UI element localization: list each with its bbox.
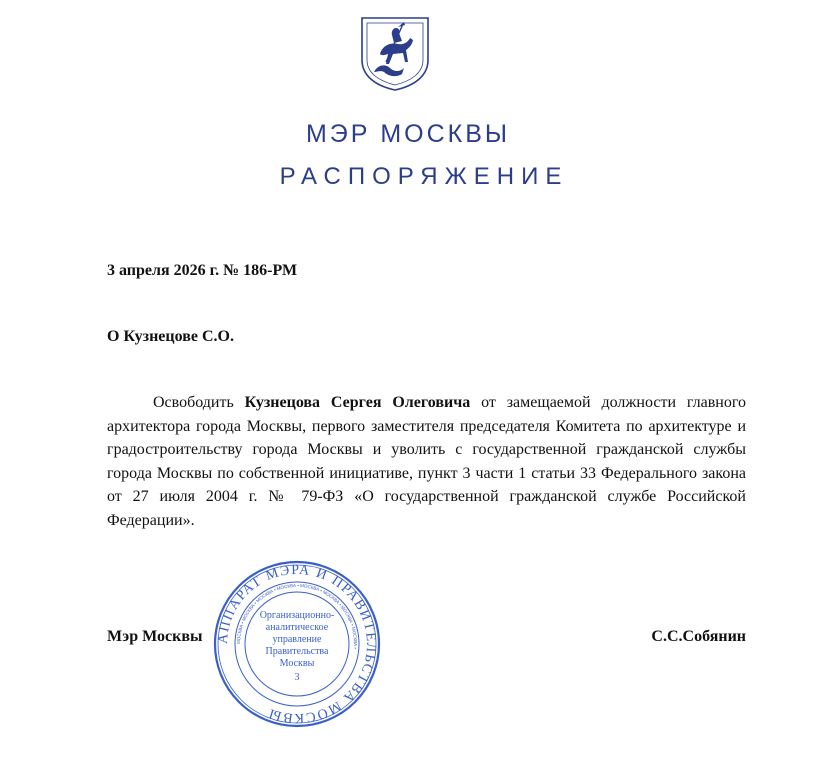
stamp-ring-text: АППАРАТ МЭРА И ПРАВИТЕЛЬСТВА МОСКВЫ [215,562,379,726]
stamp-inner-ring-text: МОСКВА • МОСКВА • МОСКВА • МОСКВА • МОСКВА • МОСКВА • МОСКВА • МОСКВА • [235,582,359,650]
organization-title: МЭР МОСКВЫ [305,120,511,148]
stamp-line: Правительства [265,646,329,657]
moscow-coat-of-arms-icon [358,14,432,92]
stamp-line: аналитическое [265,622,329,633]
document-body [107,391,746,532]
document-date-number: 3 апреля 2026 г. № 186-РМ [107,262,298,279]
body-prefix: Освободить [153,394,245,411]
document-subject: О Кузнецове С.О. [107,328,234,345]
signatory-name: С.С.Собянин [651,628,746,645]
body-rest: от замещаемой должности главного архитектора города Москвы, первого заместителя председателя Комитета по архитектуре и градостроительству города Москвы и уволить с государственной гражданской службы города Москвы по собственной инициативе, пункт 3 части 1 статьи 33 Федерального закона от 27 июля 2004 г. № 79-ФЗ «О государственной гражданской службе Российской Федерации». [107,394,746,529]
stamp-line: Организационно- [259,610,335,621]
official-stamp [213,560,381,728]
body-person-name: Кузнецова Сергея Олеговича [244,394,471,411]
signatory-title: Мэр Москвы [107,628,203,645]
stamp-line: Москвы [279,658,315,669]
stamp-line: управление [272,634,322,645]
document-type-title: РАСПОРЯЖЕНИЕ [279,163,569,190]
stamp-number: 3 [294,672,300,683]
